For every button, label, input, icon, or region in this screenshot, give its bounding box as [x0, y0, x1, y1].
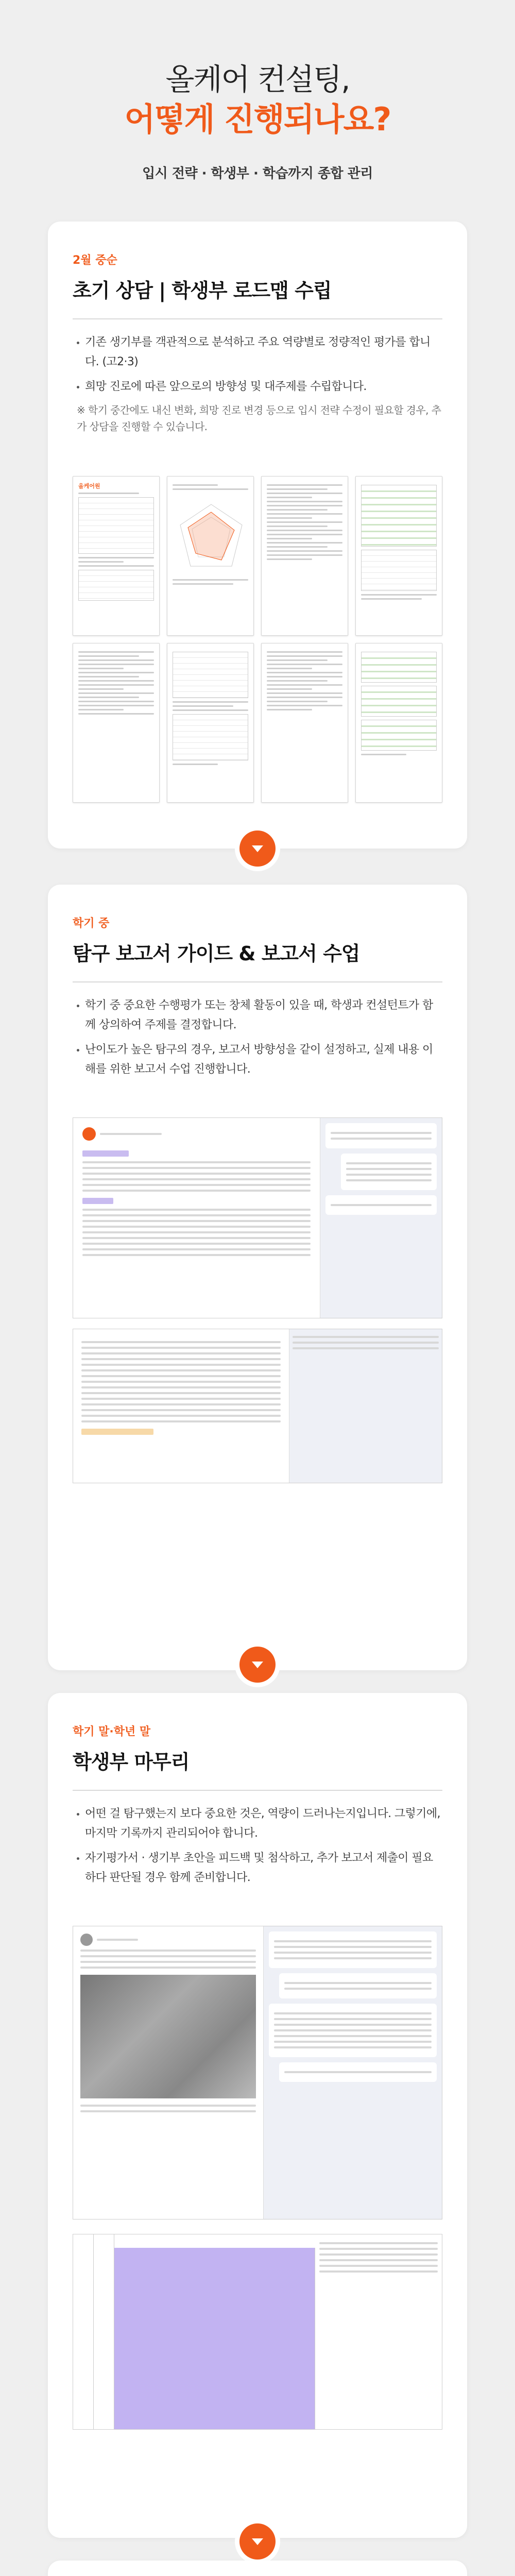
step-card-initial-consult — [48, 222, 467, 849]
roadmap-document-gallery — [73, 476, 442, 803]
chevron-down-icon — [239, 2523, 276, 2560]
document-thumbnail — [73, 643, 160, 803]
chevron-down-icon — [239, 831, 276, 867]
document-thumbnail-radar-chart — [167, 476, 254, 636]
step-tag: 학기 말·학년 말 — [73, 1725, 151, 1738]
document-thumbnail-table — [355, 476, 442, 636]
bullet-item: 난이도가 높은 탐구의 경우, 보고서 방향성을 같이 설정하고, 실제 내용 이해를 위한 보고서 수업 진행합니다. — [73, 1040, 442, 1079]
document-thumbnail — [261, 643, 348, 803]
step-card-record-finish — [48, 1693, 467, 2538]
document-thumbnail — [167, 643, 254, 803]
bullet-item: 어떤 걸 탐구했는지 보다 중요한 것은, 역량이 드러나는지입니다. 그렇기에, 마지막 기록까지 관리되어야 합니다. — [73, 1804, 442, 1843]
avatar — [80, 1934, 93, 1946]
handwritten-photo — [80, 1975, 256, 2098]
step-tag: 학기 중 — [73, 917, 110, 930]
record-draft-table-screenshot — [73, 2234, 442, 2430]
document-thumbnail — [73, 476, 160, 636]
hero-title-line2: 어떻게 진행되나요? — [124, 100, 391, 138]
divider — [73, 318, 442, 319]
thumb-doc-title: 올케어원 — [78, 483, 100, 489]
divider — [73, 1790, 442, 1791]
report-feedback-screenshot — [73, 1329, 442, 1483]
divider — [73, 981, 442, 982]
step-note: ※ 학기 중간에도 내신 변화, 희망 진로 변경 등으로 입시 전략 수정이 필요할 경우, 추가 상담을 진행할 수 있습니다. — [77, 404, 441, 433]
step-title: 초기 상담 | 학생부 로드맵 수립 — [73, 279, 332, 302]
hero-title-line1: 올케어 컨설팅, — [165, 62, 350, 97]
hero-subtitle: 입시 전략 · 학생부 · 학습까지 종합 관리 — [142, 166, 373, 181]
step-card-report-guide — [48, 885, 467, 1670]
step-card-application-consult — [48, 2561, 467, 2576]
bullet-item: 희망 진로에 따른 앞으로의 방향성 및 대주제를 수립합니다. — [73, 377, 442, 397]
document-thumbnail-table — [355, 643, 442, 803]
hero — [0, 0, 515, 222]
avatar — [82, 1127, 96, 1141]
step-tag: 2월 중순 — [73, 254, 117, 267]
bullet-item: 기존 생기부를 객관적으로 분석하고 주요 역량별로 정량적인 평가를 합니다. (고2·3) — [73, 333, 442, 372]
bullet-item: 학기 중 중요한 수행평가 또는 창체 활동이 있을 때, 학생과 컨설턴트가 함께 상의하여 주제를 결정합니다. — [73, 996, 442, 1035]
chevron-down-icon — [239, 1647, 276, 1683]
step-bullets — [73, 1804, 442, 1888]
step-bullets — [73, 333, 442, 397]
document-thumbnail — [261, 476, 348, 636]
feedback-chat-screenshot — [73, 1926, 442, 2219]
step-title: 학생부 마무리 — [73, 1751, 190, 1773]
report-chat-screenshot — [73, 1117, 442, 1318]
bullet-item: 자기평가서 · 생기부 초안을 피드백 및 첨삭하고, 추가 보고서 제출이 필요하다 판단될 경우 함께 준비합니다. — [73, 1849, 442, 1888]
step-title: 탐구 보고서 가이드 & 보고서 수업 — [73, 942, 360, 965]
step-bullets — [73, 996, 442, 1079]
